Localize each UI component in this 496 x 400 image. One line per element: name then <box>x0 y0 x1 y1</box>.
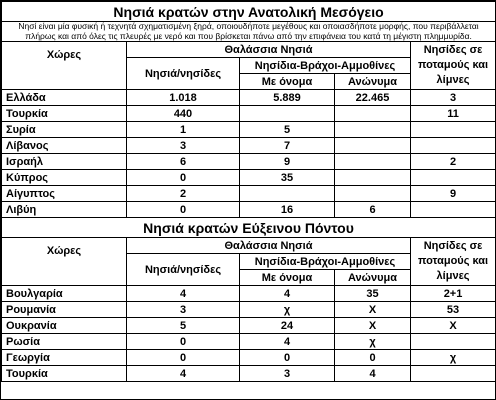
header-river-islets: Νησίδες σε ποταμούς και λίμνες <box>411 42 496 90</box>
islands-count: 4 <box>127 286 240 302</box>
unnamed-count: 6 <box>335 202 411 218</box>
unnamed-count: Χ <box>335 302 411 318</box>
country-name: Βουλγαρία <box>2 286 127 302</box>
unnamed-count: 0 <box>335 350 411 366</box>
table-row <box>2 154 496 170</box>
islands-count: 3 <box>127 302 240 318</box>
header-named: Με όνομα <box>240 74 335 90</box>
island-definition-note: Νησί είναι μία φυσική ή τεχνητά σχηματισμένη ξηρά, οποιουδήποτε μεγέθους και οποιασδήποτε μορφής, που περιβάλλεται πλήρως και από όλες τις πλευρές με νερό και που βρίσκεται πάνω από την επιφάνεια του κατά τη μέγιστη πλημμυρίδα. <box>2 22 496 42</box>
named-count: 7 <box>240 138 335 154</box>
header-unnamed: Ανώνυμα <box>335 74 411 90</box>
unnamed-count: 35 <box>335 286 411 302</box>
unnamed-count <box>335 154 411 170</box>
islands-count: 6 <box>127 154 240 170</box>
river-count: χ <box>411 350 496 366</box>
table-row <box>2 366 496 382</box>
named-count: 4 <box>240 286 335 302</box>
table-row <box>2 334 496 350</box>
named-count: χ <box>240 302 335 318</box>
table-row <box>2 318 496 334</box>
river-count: 53 <box>411 302 496 318</box>
table-row <box>2 122 496 138</box>
header-named: Με όνομα <box>240 270 335 286</box>
country-name: Ρωσία <box>2 334 127 350</box>
header-river-islets: Νησίδες σε ποταμούς και λίμνες <box>411 238 496 286</box>
header-islands: Νησιά/νησίδες <box>127 254 240 286</box>
header-countries: Χώρες <box>2 238 127 286</box>
named-count: 3 <box>240 366 335 382</box>
header-islands: Νησιά/νησίδες <box>127 58 240 90</box>
river-count <box>411 122 496 138</box>
named-count: 5 <box>240 122 335 138</box>
table-row <box>2 138 496 154</box>
islands-count: 1 <box>127 122 240 138</box>
river-count: 2+1 <box>411 286 496 302</box>
islands-count: 5 <box>127 318 240 334</box>
river-count <box>411 138 496 154</box>
river-count: 11 <box>411 106 496 122</box>
river-count <box>411 202 496 218</box>
islands-count: 0 <box>127 334 240 350</box>
table-row <box>2 350 496 366</box>
country-name: Λιβύη <box>2 202 127 218</box>
table-row <box>2 302 496 318</box>
named-count <box>240 106 335 122</box>
country-name: Αίγυπτος <box>2 186 127 202</box>
named-count: 35 <box>240 170 335 186</box>
table-row <box>2 90 496 106</box>
header-unnamed: Ανώνυμα <box>335 270 411 286</box>
named-count <box>240 186 335 202</box>
named-count: 9 <box>240 154 335 170</box>
unnamed-count <box>335 106 411 122</box>
country-name: Κύπρος <box>2 170 127 186</box>
islands-count: 1.018 <box>127 90 240 106</box>
islands-count: 3 <box>127 138 240 154</box>
islands-table <box>1 1 496 382</box>
named-count: 24 <box>240 318 335 334</box>
table-row <box>2 106 496 122</box>
unnamed-count: 4 <box>335 366 411 382</box>
header-countries: Χώρες <box>2 42 127 90</box>
unnamed-count <box>335 138 411 154</box>
country-name: Ισραήλ <box>2 154 127 170</box>
country-name: Λίβανος <box>2 138 127 154</box>
islands-count: 0 <box>127 170 240 186</box>
table-row <box>2 286 496 302</box>
unnamed-count <box>335 122 411 138</box>
named-count: 16 <box>240 202 335 218</box>
country-name: Ελλάδα <box>2 90 127 106</box>
river-count: Χ <box>411 318 496 334</box>
table-row <box>2 186 496 202</box>
table-row <box>2 170 496 186</box>
river-count <box>411 334 496 350</box>
islands-count: 2 <box>127 186 240 202</box>
unnamed-count <box>335 186 411 202</box>
unnamed-count: 22.465 <box>335 90 411 106</box>
country-name: Συρία <box>2 122 127 138</box>
header-islets: Νησίδια-Βράχοι-Αμμοθίνες <box>240 58 411 74</box>
header-islets: Νησίδια-Βράχοι-Αμμοθίνες <box>240 254 411 270</box>
table-row <box>2 202 496 218</box>
section2-title: Νησιά κρατών Εύξεινου Πόντου <box>2 218 496 238</box>
header-marine-islands: Θαλάσσια Νησιά <box>127 42 411 58</box>
river-count: 9 <box>411 186 496 202</box>
unnamed-count: χ <box>335 334 411 350</box>
country-name: Τουρκία <box>2 106 127 122</box>
islands-count: 440 <box>127 106 240 122</box>
named-count: 5.889 <box>240 90 335 106</box>
river-count <box>411 170 496 186</box>
river-count: 2 <box>411 154 496 170</box>
header-marine-islands: Θαλάσσια Νησιά <box>127 238 411 254</box>
country-name: Ουκρανία <box>2 318 127 334</box>
unnamed-count: Χ <box>335 318 411 334</box>
islands-count: 4 <box>127 366 240 382</box>
islands-count: 0 <box>127 350 240 366</box>
named-count: 0 <box>240 350 335 366</box>
river-count: 3 <box>411 90 496 106</box>
section1-title: Νησιά κρατών στην Ανατολική Μεσόγειο <box>2 2 496 22</box>
country-name: Τουρκία <box>2 366 127 382</box>
islands-count: 0 <box>127 202 240 218</box>
named-count: 4 <box>240 334 335 350</box>
country-name: Ρουμανία <box>2 302 127 318</box>
unnamed-count <box>335 170 411 186</box>
country-name: Γεωργία <box>2 350 127 366</box>
river-count <box>411 366 496 382</box>
